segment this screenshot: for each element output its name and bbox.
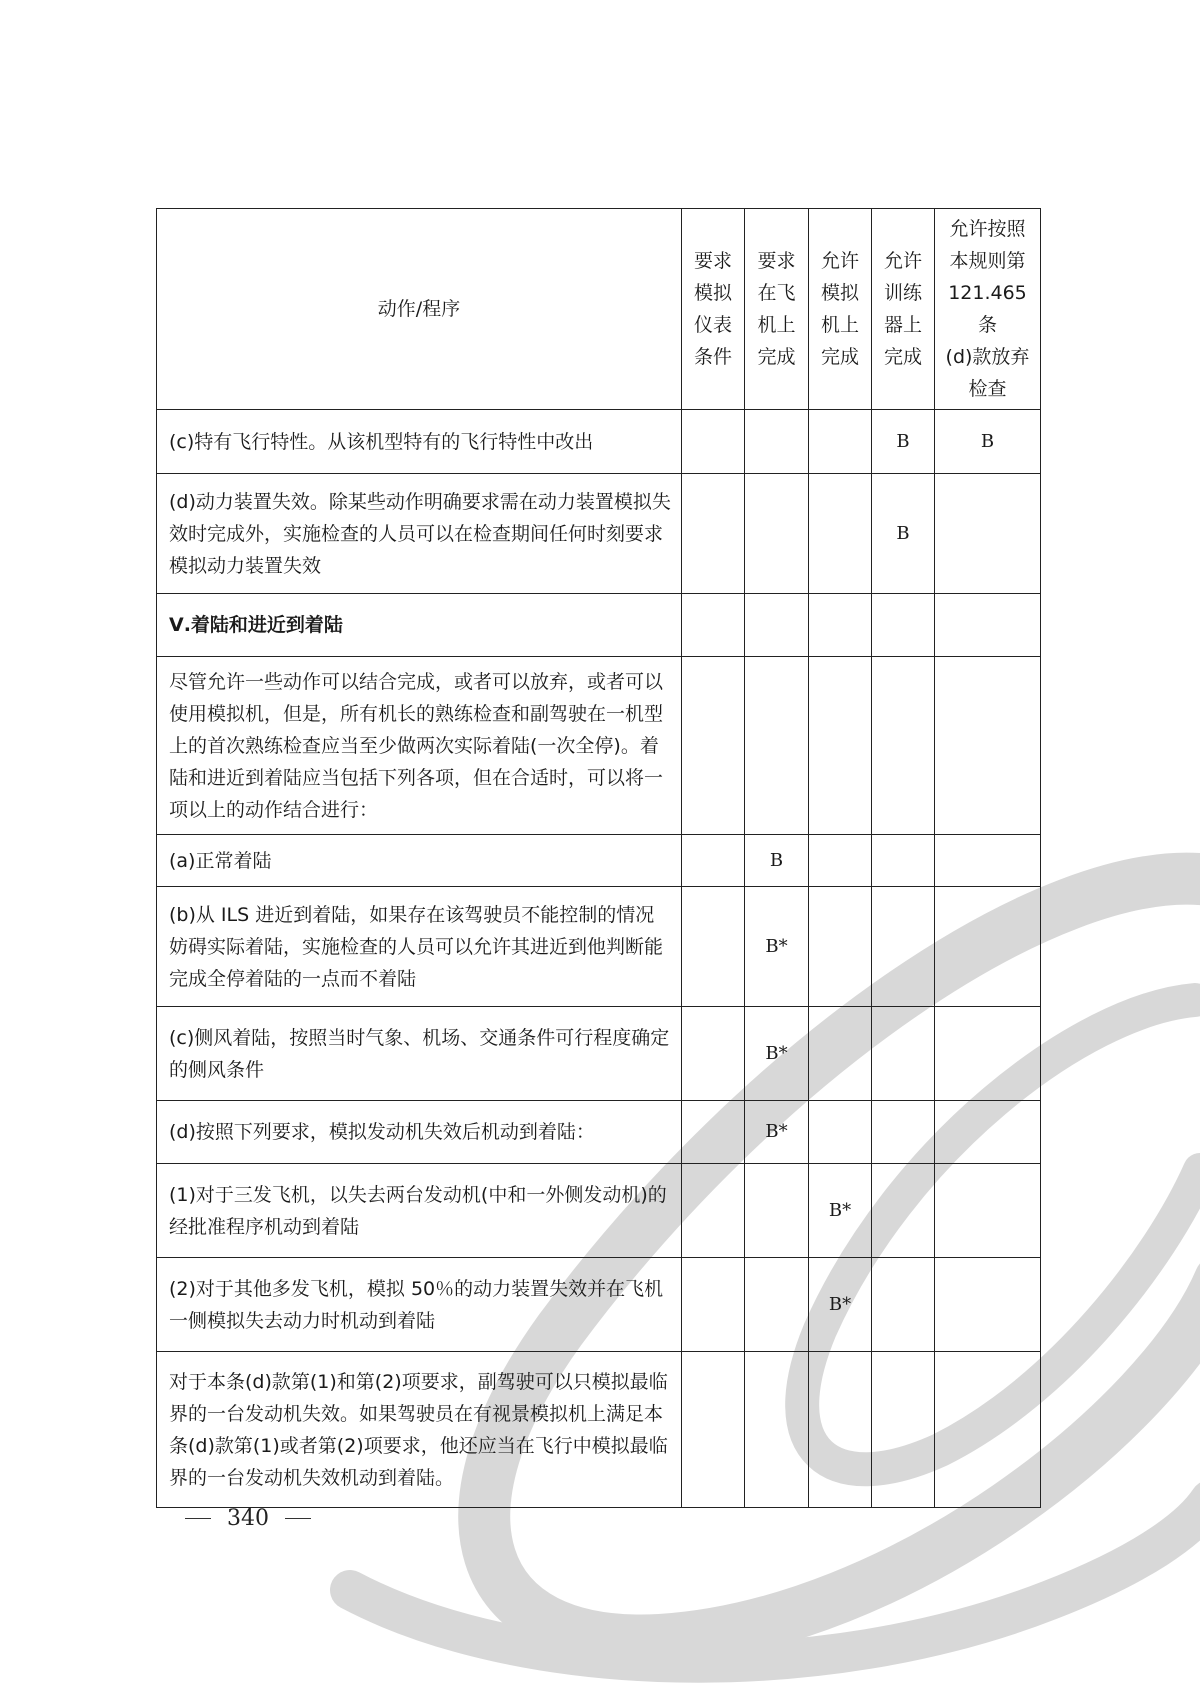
header-line: 本规则第	[949, 250, 1026, 272]
row-mark	[682, 657, 745, 835]
row-mark	[682, 887, 745, 1007]
row-mark	[809, 1007, 872, 1101]
header-col5-text	[935, 209, 1040, 409]
header-line: 要求	[693, 250, 732, 272]
row-mark	[935, 835, 1041, 887]
table-row-section-heading	[157, 594, 1041, 657]
table-row	[157, 410, 1041, 474]
header-row	[157, 209, 1041, 410]
header-col-waive	[935, 209, 1041, 410]
row-mark: B	[872, 474, 935, 594]
header-col1-text	[682, 241, 744, 377]
row-mark	[809, 1101, 872, 1164]
row-mark: B*	[809, 1258, 872, 1352]
row-mark	[935, 1007, 1041, 1101]
row-mark	[872, 1164, 935, 1258]
row-mark: B	[745, 835, 809, 887]
table-row	[157, 835, 1041, 887]
table-row	[157, 1258, 1041, 1352]
row-action: 尽管允许一些动作可以结合完成，或者可以放弃，或者可以使用模拟机，但是，所有机长的熟练检查和副驾驶在一机型上的首次熟练检查应当至少做两次实际着陆(一次全停)。着陆和进近到着陆应当包括下列各项，但在合适时，可以将一项以上的动作结合进行：	[157, 657, 682, 835]
row-mark	[872, 1258, 935, 1352]
header-action: 动作/程序	[157, 209, 682, 410]
row-mark	[682, 835, 745, 887]
row-mark	[809, 657, 872, 835]
row-mark	[809, 594, 872, 657]
row-mark	[682, 1007, 745, 1101]
row-action: (c)侧风着陆，按照当时气象、机场、交通条件可行程度确定的侧风条件	[157, 1007, 682, 1101]
header-col-in-trainer	[872, 209, 935, 410]
row-mark	[872, 1007, 935, 1101]
header-col-in-simulator	[809, 209, 872, 410]
row-mark	[935, 887, 1041, 1007]
row-action: (d)动力装置失效。除某些动作明确要求需在动力装置模拟失效时完成外，实施检查的人员可以在检查期间任何时刻要求模拟动力装置失效	[157, 474, 682, 594]
row-action: (2)对于其他多发飞机，模拟 50％的动力装置失效并在飞机一侧模拟失去动力时机动到着陆	[157, 1258, 682, 1352]
header-col-in-aircraft	[745, 209, 809, 410]
header-col2-text	[745, 241, 808, 377]
row-mark	[745, 594, 809, 657]
row-action: (a)正常着陆	[157, 835, 682, 887]
table-row	[157, 1352, 1041, 1508]
table-row	[157, 474, 1041, 594]
row-mark	[872, 1352, 935, 1508]
section-heading: Ⅴ.着陆和进近到着陆	[157, 594, 682, 657]
header-line: 模拟	[693, 282, 732, 304]
header-line: 检查	[968, 378, 1007, 400]
header-col3-text	[809, 241, 871, 377]
table-row	[157, 887, 1041, 1007]
row-mark	[745, 1352, 809, 1508]
header-line: 仪表	[693, 314, 732, 336]
header-line: 条件	[693, 346, 732, 368]
row-action: (d)按照下列要求，模拟发动机失效后机动到着陆：	[157, 1101, 682, 1164]
table-row	[157, 1164, 1041, 1258]
row-mark: B*	[745, 887, 809, 1007]
row-mark	[935, 1101, 1041, 1164]
header-line: 在飞	[757, 282, 796, 304]
header-line: 机上	[757, 314, 796, 336]
row-mark	[682, 1164, 745, 1258]
table-row	[157, 1007, 1041, 1101]
row-mark	[682, 1101, 745, 1164]
row-mark	[809, 474, 872, 594]
header-line: 允许	[883, 250, 922, 272]
row-mark	[682, 410, 745, 474]
header-line: 完成	[757, 346, 796, 368]
row-mark: B*	[809, 1164, 872, 1258]
page-number	[185, 1506, 311, 1531]
header-line: 器上	[883, 314, 922, 336]
header-line: 训练	[883, 282, 922, 304]
table-row	[157, 1101, 1041, 1164]
row-mark	[872, 657, 935, 835]
row-mark	[809, 835, 872, 887]
header-line: (d)款放弃	[945, 346, 1030, 368]
row-mark	[872, 1101, 935, 1164]
row-mark	[745, 657, 809, 835]
row-action: 对于本条(d)款第(1)和第(2)项要求，副驾驶可以只模拟最临界的一台发动机失效。如果驾驶员在有视景模拟机上满足本条(d)款第(1)或者第(2)项要求，他还应当在飞行中模拟最临界的一台发动机失效机动到着陆。	[157, 1352, 682, 1508]
row-mark: B*	[745, 1101, 809, 1164]
row-mark	[682, 474, 745, 594]
header-col-sim-instrument	[682, 209, 745, 410]
table-row	[157, 657, 1041, 835]
header-line: 121.465 条	[948, 282, 1027, 336]
row-mark	[935, 657, 1041, 835]
row-mark	[935, 594, 1041, 657]
row-mark	[809, 410, 872, 474]
header-col4-text	[872, 241, 934, 377]
row-mark	[745, 410, 809, 474]
header-line: 模拟	[820, 282, 859, 304]
page-number-dash-right	[285, 1518, 311, 1519]
header-line: 允许	[820, 250, 859, 272]
header-line: 允许按照	[949, 218, 1026, 240]
row-mark: B	[872, 410, 935, 474]
row-mark	[745, 1258, 809, 1352]
row-action: (c)特有飞行特性。从该机型特有的飞行特性中改出	[157, 410, 682, 474]
row-mark	[935, 1258, 1041, 1352]
row-mark	[682, 594, 745, 657]
row-mark	[809, 887, 872, 1007]
row-mark	[682, 1352, 745, 1508]
row-action: (1)对于三发飞机，以失去两台发动机(中和一外侧发动机)的经批准程序机动到着陆	[157, 1164, 682, 1258]
procedure-table	[156, 208, 1041, 1508]
row-mark	[682, 1258, 745, 1352]
page-number-dash-left	[185, 1518, 211, 1519]
row-mark	[872, 887, 935, 1007]
row-mark: B*	[745, 1007, 809, 1101]
row-mark	[745, 474, 809, 594]
header-line: 机上	[820, 314, 859, 336]
row-mark	[809, 1352, 872, 1508]
row-action: (b)从 ILS 进近到着陆，如果存在该驾驶员不能控制的情况妨碍实际着陆，实施检查的人员可以允许其进近到他判断能完成全停着陆的一点而不着陆	[157, 887, 682, 1007]
row-mark	[872, 835, 935, 887]
row-mark	[935, 1352, 1041, 1508]
page-number-text: 340	[227, 1506, 269, 1531]
row-mark	[935, 474, 1041, 594]
header-line: 完成	[883, 346, 922, 368]
header-line: 完成	[820, 346, 859, 368]
header-line: 要求	[757, 250, 796, 272]
row-mark	[935, 1164, 1041, 1258]
row-mark	[745, 1164, 809, 1258]
row-mark: B	[935, 410, 1041, 474]
row-mark	[872, 594, 935, 657]
